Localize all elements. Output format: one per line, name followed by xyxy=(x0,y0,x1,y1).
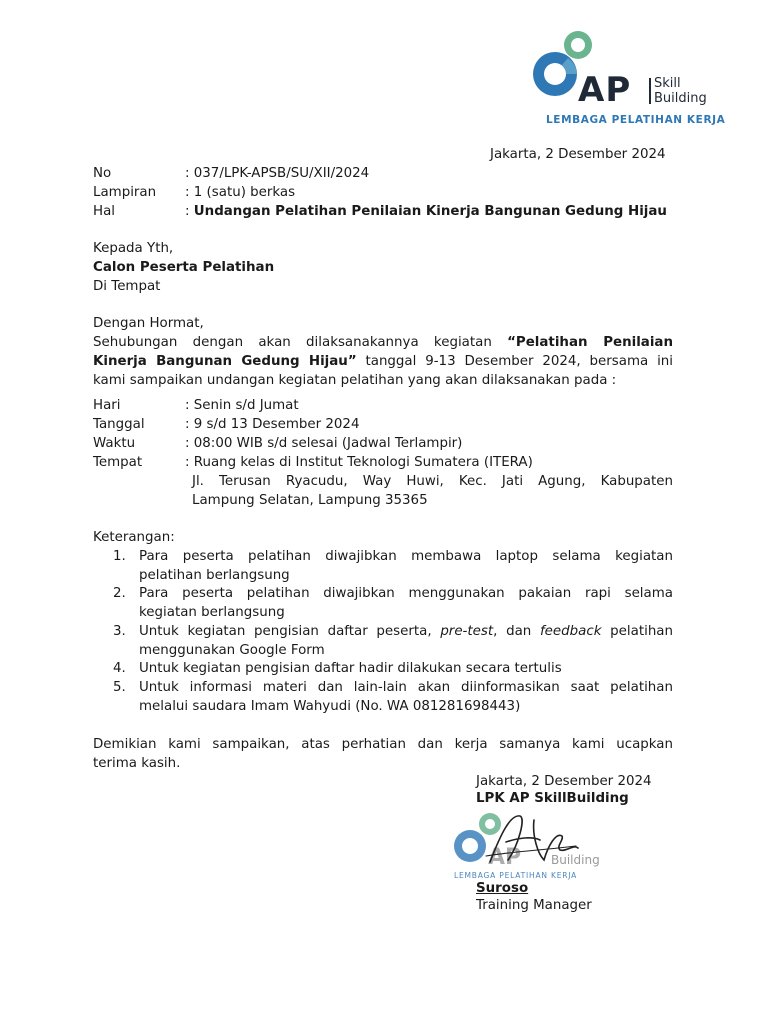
signature-org: LPK AP SkillBuilding xyxy=(476,791,629,806)
note-3-pretest: pre-test xyxy=(440,624,494,639)
detail-tanggal-label: Tanggal xyxy=(93,417,145,432)
greeting: Dengan Hormat, xyxy=(93,316,204,331)
logo-word-building: Building xyxy=(654,91,707,106)
signature-date: Jakarta, 2 Desember 2024 xyxy=(476,774,652,789)
meta-no-value: : 037/LPK-APSB/SU/XII/2024 xyxy=(185,166,370,181)
body-para-line1 xyxy=(93,335,673,350)
detail-tanggal xyxy=(93,417,359,432)
note-3-part-c: , dan xyxy=(493,624,540,639)
detail-hari-value: : Senin s/d Jumat xyxy=(185,398,299,413)
stamp-word: Building xyxy=(551,853,600,867)
logo-tagline: LEMBAGA PELATIHAN KERJA xyxy=(546,114,726,126)
meta-lampiran-value: : 1 (satu) berkas xyxy=(185,185,296,200)
meta-hal-value: Undangan Pelatihan Penilaian Kinerja Bangunan Gedung Hijau xyxy=(193,204,667,219)
note-3-line1 xyxy=(139,624,673,639)
body-para-line3: kami sampaikan undangan kegiatan pelatihan yang akan dilaksanakan pada : xyxy=(93,373,617,388)
logo-mark: AP xyxy=(578,70,632,110)
detail-waktu-label: Waktu xyxy=(93,436,136,451)
closing-line2: terima kasih. xyxy=(93,756,181,771)
note-2-line2: kegiatan berlangsung xyxy=(139,605,285,620)
note-3-part-a: Untuk kegiatan pengisian daftar peserta, xyxy=(139,624,441,639)
body-p1-b: “Pelatihan Penilaian xyxy=(507,335,673,350)
recipient-line3: Di Tempat xyxy=(93,279,161,294)
body-p2-a: Kinerja Bangunan Gedung Hijau” xyxy=(93,354,357,369)
logo-wordmark xyxy=(654,76,707,106)
body-para-line2 xyxy=(93,354,673,369)
handwritten-signature-icon xyxy=(448,806,608,884)
meta-no xyxy=(93,166,369,185)
note-3-number: 3. xyxy=(113,624,126,639)
detail-hari xyxy=(93,398,299,413)
note-4-number: 4. xyxy=(113,661,126,676)
detail-hari-label: Hari xyxy=(93,398,121,413)
logo-divider xyxy=(649,78,651,104)
detail-waktu xyxy=(93,436,462,451)
notes-title: Keterangan: xyxy=(93,530,175,545)
meta-hal-colon: : xyxy=(185,204,194,219)
body-p2-b: tanggal 9-13 Desember 2024, bersama ini xyxy=(356,354,673,369)
signatory-name: Suroso xyxy=(476,881,529,896)
note-5-line2: melalui saudara Imam Wahyudi (No. WA 081281698443) xyxy=(139,699,521,714)
meta-lampiran xyxy=(93,185,295,204)
note-5-line1: Untuk informasi materi dan lain-lain akan diinformasikan saat pelatihan xyxy=(139,680,673,695)
meta-hal xyxy=(93,204,667,223)
note-2-number: 2. xyxy=(113,586,126,601)
note-3-part-e: pelatihan xyxy=(601,624,673,639)
note-4-line1: Untuk kegiatan pengisian daftar hadir dilakukan secara tertulis xyxy=(139,661,562,676)
letter-date: Jakarta, 2 Desember 2024 xyxy=(490,147,666,162)
svg-text:AP: AP xyxy=(488,845,522,870)
detail-address-line2: Lampung Selatan, Lampung 35365 xyxy=(192,493,428,508)
stamp-tagline: LEMBAGA PELATIHAN KERJA xyxy=(454,871,578,880)
detail-tempat-value: : Ruang kelas di Institut Teknologi Sumatera (ITERA) xyxy=(185,455,533,470)
meta-lampiran-label: Lampiran xyxy=(93,185,157,200)
note-1-line2: pelatihan berlangsung xyxy=(139,568,290,583)
meta-hal-label: Hal xyxy=(93,204,115,219)
signatory-role: Training Manager xyxy=(476,898,592,913)
note-1-number: 1. xyxy=(113,549,126,564)
note-3-line2: menggunakan Google Form xyxy=(139,643,325,658)
detail-tempat-label: Tempat xyxy=(93,455,143,470)
detail-waktu-value: : 08:00 WIB s/d selesai (Jadwal Terlampir) xyxy=(185,436,463,451)
stamp-and-signature xyxy=(448,806,608,884)
detail-address-line1: Jl. Terusan Ryacudu, Way Huwi, Kec. Jati Agung, Kabupaten xyxy=(192,474,673,489)
note-1-line1: Para peserta pelatihan diwajibkan membawa laptop selama kegiatan xyxy=(139,549,673,564)
closing-line1: Demikian kami sampaikan, atas perhatian dan kerja samanya kami ucapkan xyxy=(93,737,673,752)
recipient-line2: Calon Peserta Pelatihan xyxy=(93,260,275,275)
detail-tempat xyxy=(93,455,533,470)
note-2-line1: Para peserta pelatihan diwajibkan menggunakan pakaian rapi selama xyxy=(139,586,673,601)
logo-word-skill: Skill xyxy=(654,76,681,91)
note-3-feedback: feedback xyxy=(539,624,602,639)
note-5-number: 5. xyxy=(113,680,126,695)
detail-tanggal-value: : 9 s/d 13 Desember 2024 xyxy=(185,417,360,432)
body-p1-a: Sehubungan dengan akan dilaksanakannya kegiatan xyxy=(93,335,508,350)
recipient-line1: Kepada Yth, xyxy=(93,241,174,256)
meta-no-label: No xyxy=(93,166,112,181)
